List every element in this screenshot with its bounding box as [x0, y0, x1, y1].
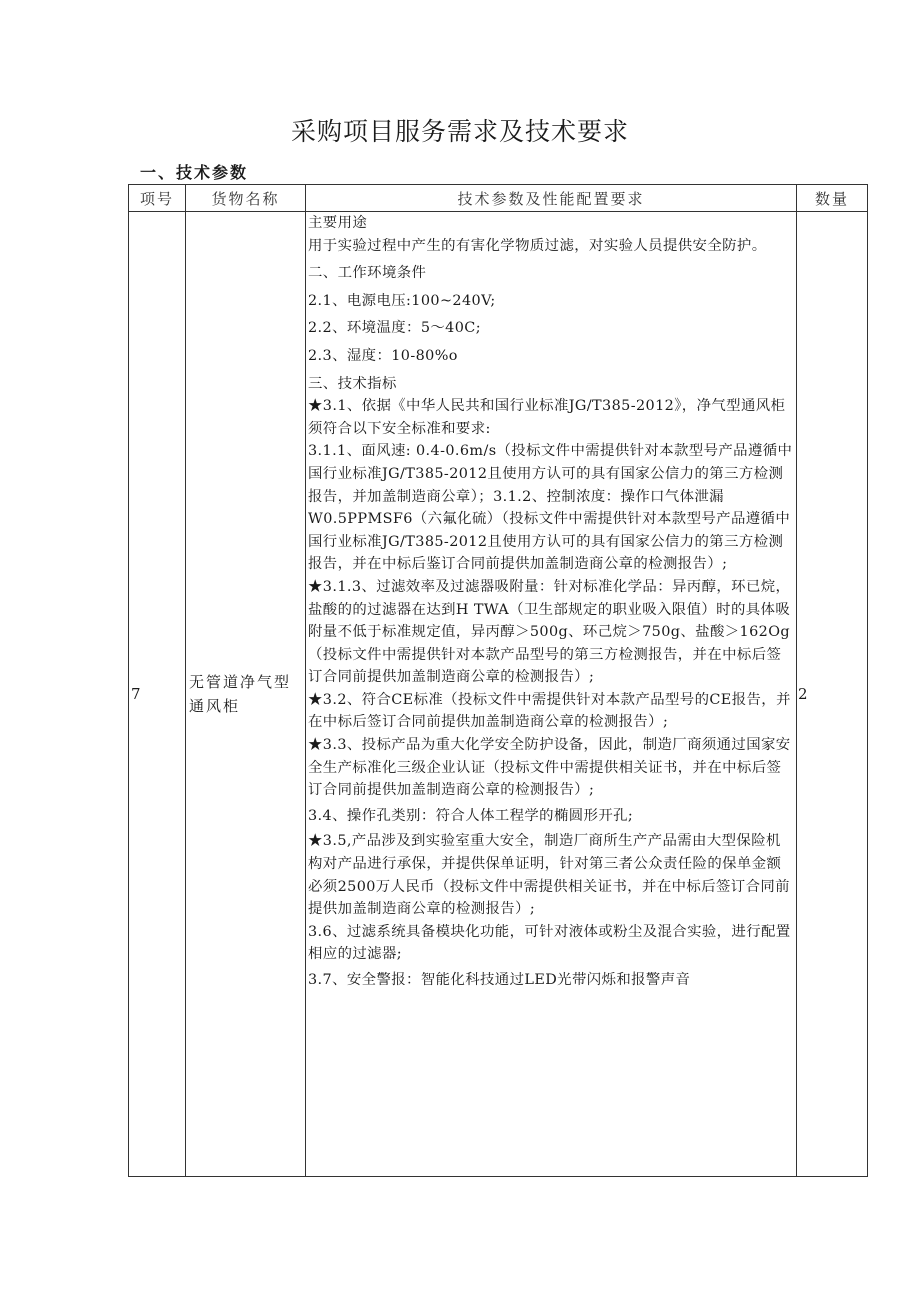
header-quantity: 数量	[797, 185, 868, 212]
spec-line: ★3.5,产品涉及到实验室重大安全，制造厂商所生产产品需由大型保险机构对产品进行承保，并提供保单证明，针对第三者公众责任险的保单金额必须2500万人民币（投标文件中需提供相关证书，并在中标后签订合同前提供加盖制造商公章的检测报告）;	[308, 833, 790, 918]
spec-line: 3.4、操作孔类别：符合人体工程学的椭圆形开孔;	[308, 807, 634, 824]
spec-line: 3.1.1、面风速: 0.4-0.6m/s（投标文件中需提供针对本款型号产品遵循中国行业标准JG/T385-2012且使用方认可的具有国家公信力的第三方检测报告，并加盖制造商公章）；3.1.2、控制浓度：操作口气体泄漏W0.5PPMSF6（六氟化硫）（投标文件中需提供针对本款型号产品遵循中国行业标准JG/T385-2012且使用方认可的具有国家公信力的第三方检测报告，并在中标后鉴订合同前提供加盖制造商公章的检测报告）;	[308, 443, 793, 573]
spec-line: 用于实验过程中产生的有害化学物质过滤，对实验人员提供安全防护。	[308, 237, 767, 254]
spec-line: 3.7、安全警报：智能化科技通过LED光带闪烁和报警声音	[308, 972, 691, 988]
document-title: 采购项目服务需求及技术要求	[290, 117, 629, 146]
table-row	[129, 212, 868, 1177]
spec-line: 二、工作环境条件	[308, 265, 427, 282]
spec-line: ★3.3、投标产品为重大化学安全防护设备，因此，制造厂商须通过国家安全生产标准化三级企业认证（投标文件中需提供相关证书，并在中标后签订合同前提供加盖制造商公章的检测报告）;	[308, 737, 791, 799]
goods-name: 无管道净气型通风柜	[186, 212, 306, 1177]
header-item-no: 项号	[129, 185, 186, 212]
table-header-row	[129, 185, 868, 212]
spec-line: ★3.1.3、过滤效率及过滤器吸附量：针对标准化学品：异丙醇，环已烷，盐酸的的过滤器在达到H TWA（卫生部规定的职业吸入限值）时的具体吸附量不低于标准规定值，异丙醇＞500g、环己烷＞750g、盐酸＞162Og（投标文件中需提供针对本款产品型号的第三方检测报告，并在中标后签订合同前提供加盖制造商公章的检测报告）;	[308, 578, 791, 686]
section-heading: 一、技术参数	[140, 163, 249, 182]
spec-line: 2.3、湿度：10-80%o	[308, 347, 458, 364]
spec-line: ★3.2、符合CE标准（投标文件中需提供针对本款产品型号的CE报告，并在中标后签订合同前提供加盖制造商公章的检测报告）;	[308, 691, 791, 731]
header-spec: 技术参数及性能配置要求	[306, 185, 797, 212]
spec-line: 2.2、环境温度：5～40C;	[308, 320, 481, 337]
item-no: 7	[129, 212, 186, 1177]
spec-line: 2.1、电源电压:100~240V;	[308, 292, 496, 309]
quantity: 2	[797, 212, 868, 1177]
spec-line: 主要用途	[308, 215, 368, 231]
spec-line: ★3.1、依据《中华人民共和国行业标准JG/T385-2012》，净气型通风柜须符合以下安全标准和要求:	[308, 398, 786, 437]
spec-cell	[306, 212, 797, 1177]
header-goods-name: 货物名称	[186, 185, 306, 212]
spec-table	[128, 184, 868, 1177]
spec-line: 三、技术指标	[308, 375, 397, 392]
spec-line: 3.6、过滤系统具备模块化功能，可针对液体或粉尘及混合实验，进行配置相应的过滤器;	[308, 923, 791, 963]
